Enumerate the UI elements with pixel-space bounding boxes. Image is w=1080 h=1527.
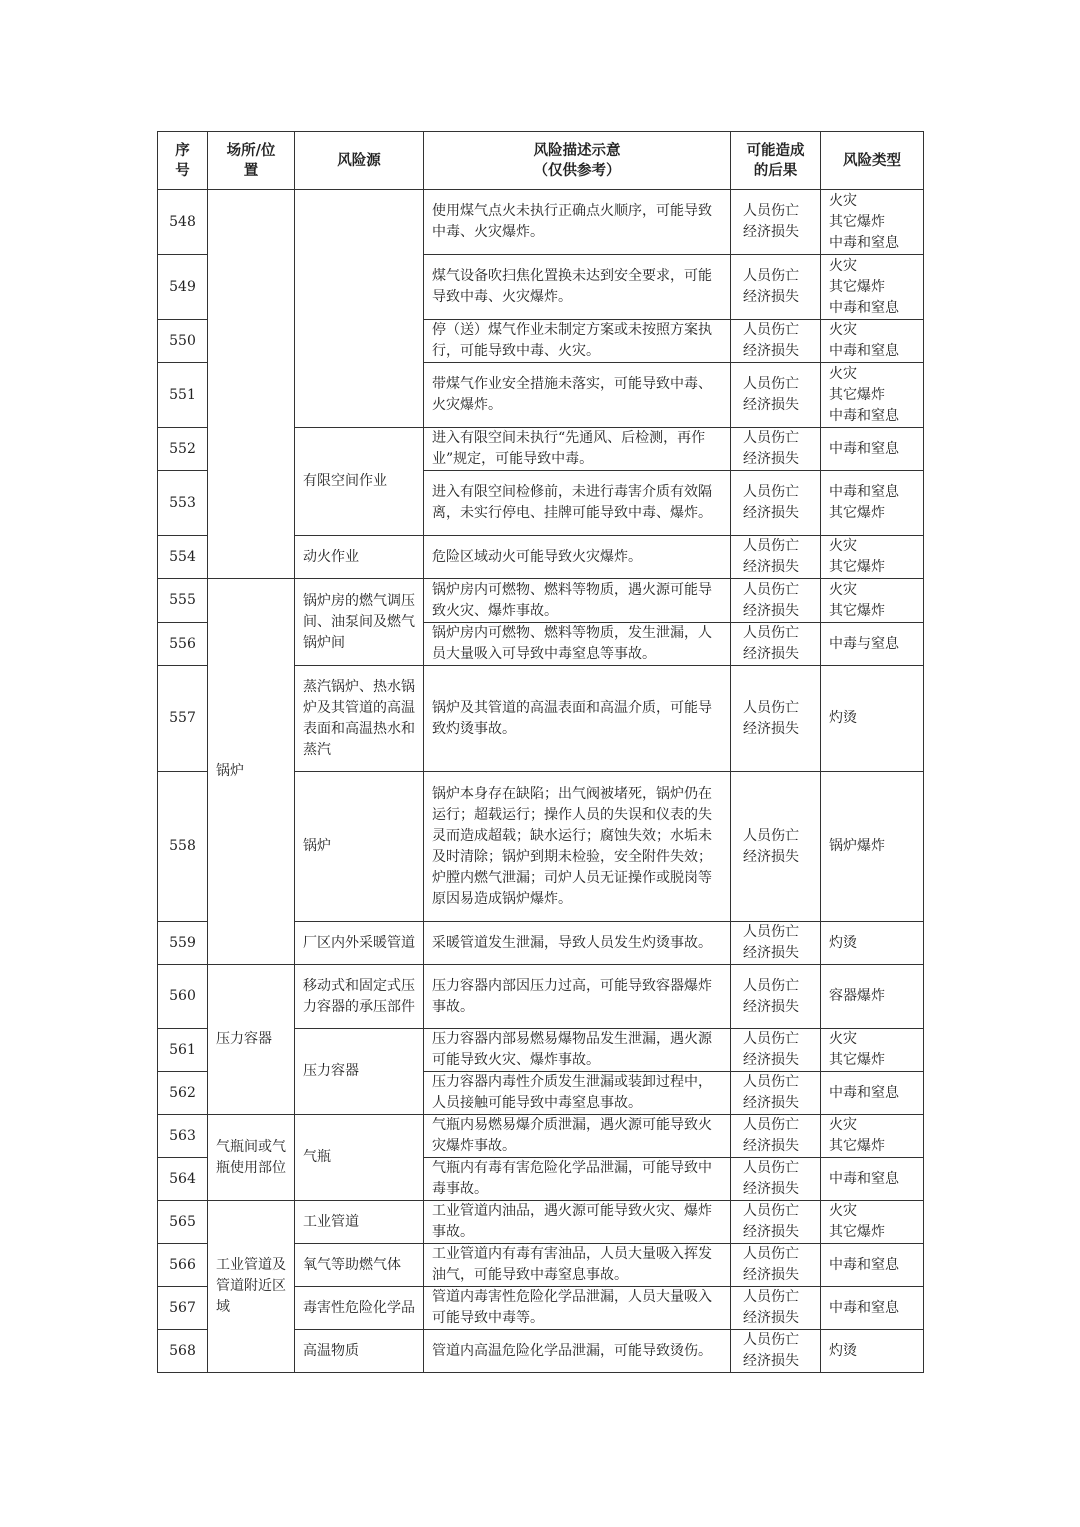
location-cell-empty	[208, 190, 295, 579]
consequence: 人员伤亡 经济损失	[731, 1115, 821, 1158]
risk-type: 火灾 其它爆炸	[821, 1029, 924, 1072]
row-number: 564	[158, 1158, 208, 1201]
row-number: 554	[158, 536, 208, 579]
risk-type: 中毒和窒息	[821, 1072, 924, 1115]
risk-type: 火灾 其它爆炸	[821, 1201, 924, 1244]
risk-description: 压力容器内毒性介质发生泄漏或装卸过程中，人员接触可能导致中毒窒息事故。	[424, 1072, 731, 1115]
source-cell-empty	[295, 190, 424, 428]
consequence: 人员伤亡 经济损失	[731, 1029, 821, 1072]
header-location: 场所/位 置	[208, 132, 295, 190]
row-number: 555	[158, 579, 208, 623]
row-number: 551	[158, 363, 208, 428]
table-row	[158, 965, 924, 1029]
risk-type: 中毒和窒息	[821, 1244, 924, 1287]
risk-type: 火灾 其它爆炸	[821, 536, 924, 579]
risk-type: 锅炉爆炸	[821, 772, 924, 922]
risk-source: 压力容器	[295, 1029, 424, 1115]
risk-source: 动火作业	[295, 536, 424, 579]
consequence: 人员伤亡 经济损失	[731, 1158, 821, 1201]
row-number: 566	[158, 1244, 208, 1287]
row-number: 559	[158, 922, 208, 965]
risk-description: 管道内毒害性危险化学品泄漏，人员大量吸入可能导致中毒等。	[424, 1287, 731, 1330]
risk-description: 使用煤气点火未执行正确点火顺序，可能导致中毒、火灾爆炸。	[424, 190, 731, 255]
risk-description: 气瓶内有毒有害危险化学品泄漏，可能导致中毒事故。	[424, 1158, 731, 1201]
location: 气瓶间或气瓶使用部位	[208, 1115, 295, 1201]
risk-description: 锅炉及其管道的高温表面和高温介质，可能导致灼烫事故。	[424, 666, 731, 772]
row-number: 548	[158, 190, 208, 255]
risk-description: 工业管道内有毒有害油品，人员大量吸入挥发油气，可能导致中毒窒息事故。	[424, 1244, 731, 1287]
row-number: 557	[158, 666, 208, 772]
risk-source: 蒸汽锅炉、热水锅炉及其管道的高温表面和高温热水和蒸汽	[295, 666, 424, 772]
risk-description: 锅炉房内可燃物、燃料等物质，遇火源可能导致火灾、爆炸事故。	[424, 579, 731, 623]
consequence: 人员伤亡 经济损失	[731, 190, 821, 255]
consequence: 人员伤亡 经济损失	[731, 623, 821, 666]
row-number: 553	[158, 471, 208, 536]
risk-description: 危险区域动火可能导致火灾爆炸。	[424, 536, 731, 579]
risk-type: 火灾 其它爆炸 中毒和窒息	[821, 363, 924, 428]
risk-source: 移动式和固定式压力容器的承压部件	[295, 965, 424, 1029]
location: 锅炉	[208, 579, 295, 965]
risk-type: 火灾 其它爆炸 中毒和窒息	[821, 255, 924, 320]
risk-source: 锅炉房的燃气调压间、油泵间及燃气锅炉间	[295, 579, 424, 666]
header-source: 风险源	[295, 132, 424, 190]
risk-type: 中毒和窒息	[821, 1287, 924, 1330]
header-row	[158, 132, 924, 190]
risk-description: 锅炉本身存在缺陷；出气阀被堵死，锅炉仍在运行；超载运行；操作人员的失误和仪表的失灵而造成超载；缺水运行；腐蚀失效；水垢未及时清除；锅炉到期未检验，安全附件失效；炉膛内燃气泄漏；司炉人员无证操作或脱岗等原因易造成锅炉爆炸。	[424, 772, 731, 922]
table-row	[158, 1201, 924, 1244]
risk-description: 进入有限空间检修前，未进行毒害介质有效隔离，未实行停电、挂牌可能导致中毒、爆炸。	[424, 471, 731, 536]
risk-type: 容器爆炸	[821, 965, 924, 1029]
row-number: 549	[158, 255, 208, 320]
risk-source: 厂区内外采暖管道	[295, 922, 424, 965]
row-number: 565	[158, 1201, 208, 1244]
consequence: 人员伤亡 经济损失	[731, 363, 821, 428]
location: 压力容器	[208, 965, 295, 1115]
consequence: 人员伤亡 经济损失	[731, 666, 821, 772]
row-number: 560	[158, 965, 208, 1029]
risk-source: 高温物质	[295, 1330, 424, 1373]
risk-type: 灼烫	[821, 922, 924, 965]
risk-description: 压力容器内部易燃易爆物品发生泄漏，遇火源可能导致火灾、爆炸事故。	[424, 1029, 731, 1072]
risk-table	[157, 131, 924, 1373]
risk-description: 采暖管道发生泄漏，导致人员发生灼烫事故。	[424, 922, 731, 965]
consequence: 人员伤亡 经济损失	[731, 1201, 821, 1244]
consequence: 人员伤亡 经济损失	[731, 1072, 821, 1115]
consequence: 人员伤亡 经济损失	[731, 255, 821, 320]
header-seq: 序 号	[158, 132, 208, 190]
risk-description: 工业管道内油品，遇火源可能导致火灾、爆炸事故。	[424, 1201, 731, 1244]
row-number: 550	[158, 320, 208, 363]
header-consequence: 可能造成 的后果	[731, 132, 821, 190]
risk-description: 压力容器内部因压力过高，可能导致容器爆炸事故。	[424, 965, 731, 1029]
consequence: 人员伤亡 经济损失	[731, 428, 821, 471]
row-number: 552	[158, 428, 208, 471]
risk-type: 火灾 其它爆炸	[821, 579, 924, 623]
table-row	[158, 579, 924, 623]
risk-type: 中毒与窒息	[821, 623, 924, 666]
row-number: 556	[158, 623, 208, 666]
risk-description: 锅炉房内可燃物、燃料等物质，发生泄漏，人员大量吸入可导致中毒窒息等事故。	[424, 623, 731, 666]
header-type: 风险类型	[821, 132, 924, 190]
risk-type: 火灾 其它爆炸	[821, 1115, 924, 1158]
risk-source: 气瓶	[295, 1115, 424, 1201]
risk-description: 煤气设备吹扫焦化置换未达到安全要求，可能导致中毒、火灾爆炸。	[424, 255, 731, 320]
risk-description: 带煤气作业安全措施未落实，可能导致中毒、火灾爆炸。	[424, 363, 731, 428]
consequence: 人员伤亡 经济损失	[731, 772, 821, 922]
consequence: 人员伤亡 经济损失	[731, 1244, 821, 1287]
risk-source: 工业管道	[295, 1201, 424, 1244]
consequence: 人员伤亡 经济损失	[731, 320, 821, 363]
risk-type: 中毒和窒息	[821, 1158, 924, 1201]
risk-type: 灼烫	[821, 666, 924, 772]
row-number: 558	[158, 772, 208, 922]
risk-source: 锅炉	[295, 772, 424, 922]
risk-description: 停（送）煤气作业未制定方案或未按照方案执行，可能导致中毒、火灾。	[424, 320, 731, 363]
risk-source: 有限空间作业	[295, 428, 424, 536]
row-number: 563	[158, 1115, 208, 1158]
risk-source: 氧气等助燃气体	[295, 1244, 424, 1287]
row-number: 561	[158, 1029, 208, 1072]
risk-type: 火灾 其它爆炸 中毒和窒息	[821, 190, 924, 255]
location: 工业管道及管道附近区域	[208, 1201, 295, 1373]
consequence: 人员伤亡 经济损失	[731, 1287, 821, 1330]
risk-description: 进入有限空间未执行“先通风、后检测，再作业”规定，可能导致中毒。	[424, 428, 731, 471]
consequence: 人员伤亡 经济损失	[731, 922, 821, 965]
consequence: 人员伤亡 经济损失	[731, 1330, 821, 1373]
risk-type: 中毒和窒息	[821, 428, 924, 471]
risk-type: 灼烫	[821, 1330, 924, 1373]
risk-type: 中毒和窒息 其它爆炸	[821, 471, 924, 536]
table-row	[158, 1115, 924, 1158]
consequence: 人员伤亡 经济损失	[731, 471, 821, 536]
header-description: 风险描述示意 （仅供参考）	[424, 132, 731, 190]
risk-type: 火灾 中毒和窒息	[821, 320, 924, 363]
row-number: 562	[158, 1072, 208, 1115]
consequence: 人员伤亡 经济损失	[731, 965, 821, 1029]
table-row	[158, 190, 924, 255]
row-number: 568	[158, 1330, 208, 1373]
risk-description: 管道内高温危险化学品泄漏，可能导致烫伤。	[424, 1330, 731, 1373]
risk-description: 气瓶内易燃易爆介质泄漏，遇火源可能导致火灾爆炸事故。	[424, 1115, 731, 1158]
row-number: 567	[158, 1287, 208, 1330]
consequence: 人员伤亡 经济损失	[731, 579, 821, 623]
risk-source: 毒害性危险化学品	[295, 1287, 424, 1330]
consequence: 人员伤亡 经济损失	[731, 536, 821, 579]
